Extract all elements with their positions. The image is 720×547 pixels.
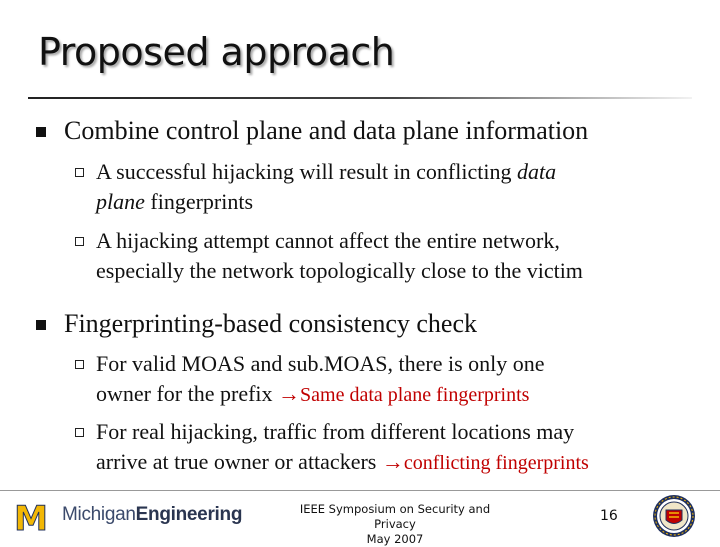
title-underline bbox=[28, 97, 692, 99]
sub-bullet-1-2-line2: especially the network topologically close to the victim bbox=[96, 258, 583, 283]
wordmark-part-2: Engineering bbox=[135, 504, 243, 525]
sub-bullet-1-1-line1b: data bbox=[516, 159, 557, 184]
sub-bullet-1-1-line2a: plane bbox=[96, 189, 145, 214]
right-arrow-icon: → bbox=[278, 381, 301, 406]
sub-bullet-2-2-highlight: conflicting fingerprints bbox=[403, 452, 589, 474]
wordmark-part-1: Michigan bbox=[62, 504, 136, 525]
sub-bullet-1-1-line1a: A successful hijacking will result in conflicting bbox=[96, 159, 517, 184]
sub-bullet-1-2-line1: A hijacking attempt cannot affect the entire network, bbox=[96, 228, 560, 253]
sub-bullet-2-1-highlight: Same data plane fingerprints bbox=[300, 384, 530, 406]
slide-title: Proposed approach bbox=[38, 30, 395, 74]
sub-bullet-1-1-line2b: fingerprints bbox=[144, 189, 254, 214]
sub-bullet-2-2 bbox=[96, 417, 696, 478]
sub-bullet-2-1-line1: For valid MOAS and sub.MOAS, there is only one bbox=[96, 351, 545, 376]
bullet-square-icon bbox=[36, 127, 46, 137]
conference-date: May 2007 bbox=[366, 532, 424, 546]
sub-bullet-box-icon bbox=[75, 360, 84, 369]
svg-text:M: M bbox=[14, 500, 48, 536]
conference-info bbox=[280, 502, 510, 547]
sub-bullet-2-2-line2a: arrive at true owner or attackers bbox=[96, 449, 382, 474]
conference-name: IEEE Symposium on Security and Privacy bbox=[299, 502, 491, 531]
sub-bullet-box-icon bbox=[75, 237, 84, 246]
michigan-engineering-wordmark bbox=[62, 504, 242, 526]
bullet-square-icon bbox=[36, 320, 46, 330]
sub-bullet-box-icon bbox=[75, 168, 84, 177]
sub-bullet-box-icon bbox=[75, 428, 84, 437]
university-seal-icon bbox=[652, 494, 696, 538]
sub-bullet-1-1 bbox=[96, 157, 696, 217]
footer-divider bbox=[0, 490, 720, 491]
bullet-2-text: Fingerprinting-based consistency check bbox=[64, 309, 477, 338]
sub-bullet-1-2 bbox=[96, 226, 696, 286]
michigan-m-logo-icon bbox=[10, 500, 52, 536]
sub-bullet-2-2-line1: For real hijacking, traffic from different locations may bbox=[96, 419, 575, 444]
right-arrow-icon: → bbox=[381, 449, 404, 474]
bullet-1-text: Combine control plane and data plane information bbox=[64, 116, 589, 145]
page-number: 16 bbox=[600, 508, 618, 524]
sub-bullet-2-1 bbox=[96, 349, 696, 410]
sub-bullet-2-1-line2a: owner for the prefix bbox=[96, 381, 279, 406]
